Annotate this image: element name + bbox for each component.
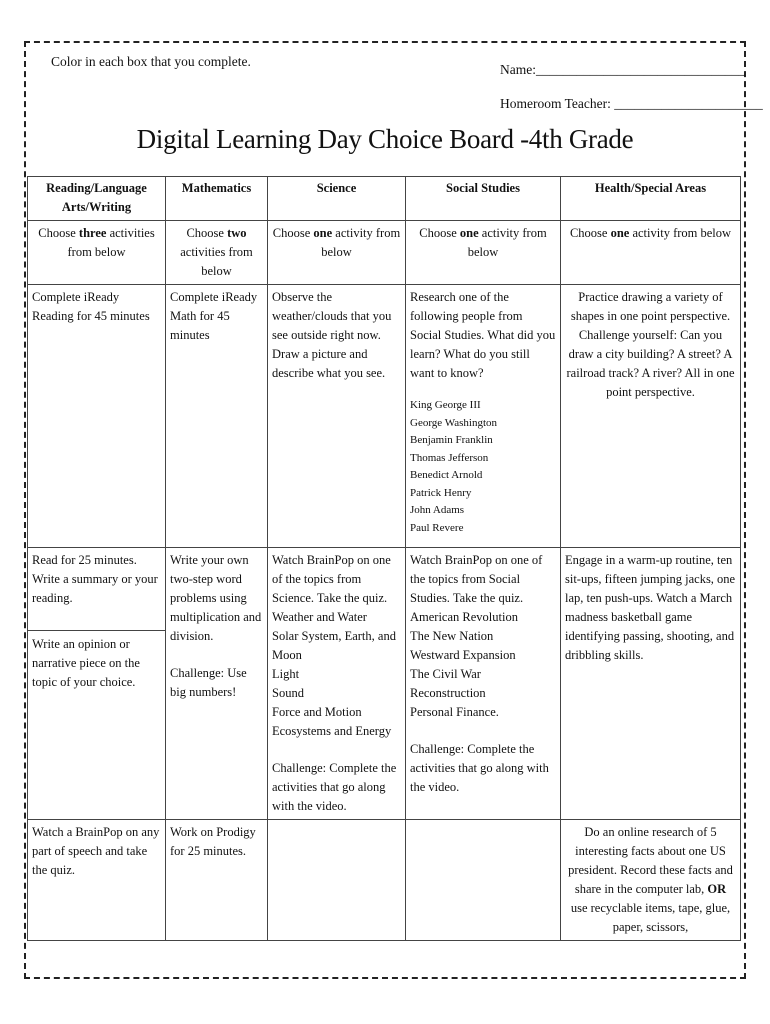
list-item: Solar System, Earth, and Moon: [272, 629, 396, 662]
activity-text: Watch BrainPop on one of the topics from Social Studies. Take the quiz.: [410, 553, 543, 605]
list-item: George Washington: [410, 416, 498, 429]
heading-health: Health/Special Areas: [561, 177, 741, 221]
list-item: Force and Motion: [272, 705, 362, 719]
challenge-text: Challenge: Use big numbers!: [170, 666, 247, 699]
homeroom-teacher-field[interactable]: Homeroom Teacher: ______________________: [500, 96, 763, 111]
empty-box[interactable]: [406, 820, 561, 941]
list-item: Benedict Arnold: [410, 469, 483, 481]
activity-text: Watch BrainPop on one of the topics from Science. Take the quiz.: [272, 553, 391, 605]
activity-text: Read for 25 minutes. Write a summary or your reading.: [32, 553, 158, 605]
list-item: Paul Revere: [410, 521, 464, 534]
heading-social-studies: Social Studies: [406, 177, 561, 221]
activity-box[interactable]: Complete iReady Reading for 45 minutes: [28, 285, 166, 548]
list-item: Patrick Henry: [410, 486, 472, 499]
instruction-row: [28, 221, 741, 285]
empty-box[interactable]: [268, 820, 406, 941]
choose-reading: Choose three activities from below: [28, 221, 166, 285]
activity-text: Write an opinion or narrative piece on the topic of your choice.: [28, 630, 165, 692]
choose-health: Choose one activity from below: [561, 221, 741, 285]
list-item: Weather and Water: [272, 610, 367, 624]
list-item: John Adams: [410, 504, 465, 516]
list-item: American Revolution: [410, 610, 518, 624]
activity-box[interactable]: [406, 548, 561, 820]
list-item: Sound: [272, 686, 304, 700]
list-item: Light: [272, 667, 300, 681]
activity-box[interactable]: Complete iReady Math for 45 minutes: [166, 285, 268, 548]
heading-science: Science: [268, 177, 406, 221]
people-list: [410, 397, 556, 537]
activity-box[interactable]: [28, 548, 166, 820]
choose-science: Choose one activity from below: [268, 221, 406, 285]
name-field[interactable]: Name:_______________________________: [500, 62, 746, 77]
activity-box[interactable]: Engage in a warm-up routine, ten sit-ups, fifteen jumping jacks, one lap, ten push-ups. Watch a March madness basketball game identifying passing, shooting, and dribbling skills.: [561, 548, 741, 820]
list-item: Personal Finance.: [410, 705, 499, 719]
activity-box[interactable]: [166, 548, 268, 820]
activity-text: Write your own two-step word problems using multiplication and division.: [170, 553, 262, 643]
heading-math: Mathematics: [166, 177, 268, 221]
list-item: Westward Expansion: [410, 648, 516, 662]
activity-box[interactable]: Watch a BrainPop on any part of speech and take the quiz.: [28, 820, 166, 941]
list-item: Benjamin Franklin: [410, 434, 493, 446]
list-item: The New Nation: [410, 629, 494, 643]
choice-board-table: [27, 176, 741, 941]
instruction-note: Color in each box that you complete.: [51, 54, 251, 69]
heading-reading: Reading/Language Arts/Writing: [28, 177, 166, 221]
activity-row-1: [28, 285, 741, 548]
activity-box[interactable]: Work on Prodigy for 25 minutes.: [166, 820, 268, 941]
challenge-text: Challenge: Complete the activities that go along with the video.: [410, 742, 549, 794]
activity-box[interactable]: [268, 548, 406, 820]
activity-text: Research one of the following people from Social Studies. What did you learn? What do you still want to know?: [410, 290, 556, 380]
activity-box[interactable]: Practice drawing a variety of shapes in one point perspective. Challenge yourself: Can you draw a city building? A street? A railroad track? A river? All in one point perspective.: [561, 285, 741, 548]
list-item: The Civil War: [410, 667, 481, 681]
list-item: King George III: [410, 399, 481, 411]
choose-social-studies: Choose one activity from below: [406, 221, 561, 285]
activity-box[interactable]: [406, 285, 561, 548]
list-item: Thomas Jefferson: [410, 451, 489, 464]
activity-box[interactable]: Observe the weather/clouds that you see outside right now. Draw a picture and describe what you see.: [268, 285, 406, 548]
choose-math: Choose two activities from below: [166, 221, 268, 285]
challenge-text: Challenge: Complete the activities that go along with the video.: [272, 761, 397, 813]
header-row: [28, 177, 741, 221]
page-title: Digital Learning Day Choice Board -4th Grade: [136, 124, 634, 154]
list-item: Reconstruction: [410, 686, 486, 700]
activity-row-3: [28, 820, 741, 941]
activity-row-2: [28, 548, 741, 820]
activity-box[interactable]: Do an online research of 5 interesting facts about one US president. Record these facts and share in the computer lab, OR use recyclable items, tape, glue, paper, scissors,: [561, 820, 741, 941]
list-item: Ecosystems and Energy: [272, 724, 392, 738]
